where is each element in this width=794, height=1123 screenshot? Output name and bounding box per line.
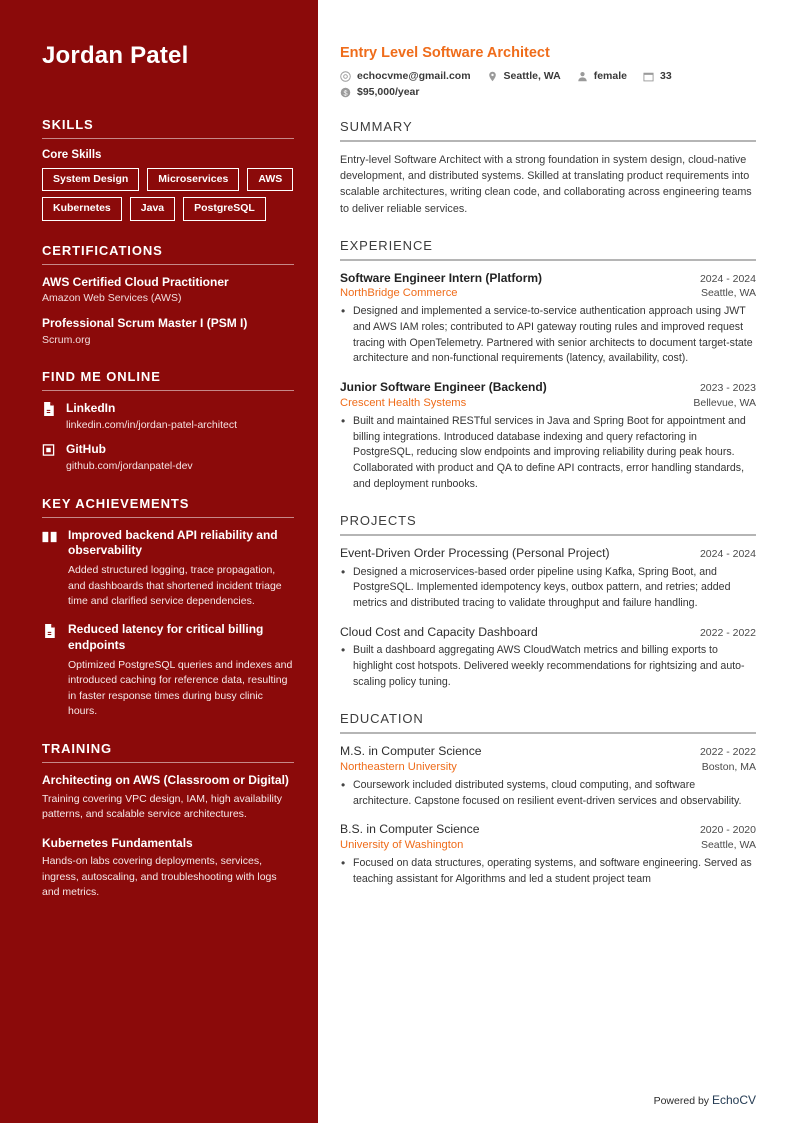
person-icon [577,71,588,82]
experience-title: Junior Software Engineer (Backend) [340,380,547,395]
bullet: • Designed and implemented a service-to-service authentication approach using JWT and AWS IAM roles; contributed to API gateway routing rules and improved request tracing with OpenTelemetry. Partnered with senior architects to document target-state architecture and non-functional requirements (latency, availability, cost). [340,304,756,367]
experience-date: 2023 - 2023 [699,382,756,395]
project-bullets [340,565,756,612]
achievement-item [42,528,294,610]
education-school: University of Washington [340,839,464,852]
sidebar [0,0,318,1123]
certification-name: AWS Certified Cloud Practitioner [42,274,229,289]
section-education [340,711,756,887]
section-projects [340,513,756,690]
contact-location [487,70,561,82]
section-summary [340,119,756,217]
education-item [340,822,756,887]
certification-item [42,275,294,306]
skills-heading: SKILLS [42,116,94,132]
divider [42,138,294,139]
certification-name: Professional Scrum Master I (PSM I) [42,316,248,331]
location-pin-icon [487,71,498,82]
training-title: Kubernetes Fundamentals [42,835,193,850]
education-degree: B.S. in Computer Science [340,822,480,837]
education-date: 2020 - 2020 [699,824,756,837]
project-bullets [340,643,756,690]
divider [42,390,294,391]
bullet: • Built a dashboard aggregating AWS CloudWatch metrics and billing exports to highlight cost hotspots. Delivered weekly recommendations for rightsizing and auto-scaling policy tuning. [340,643,756,690]
divider [340,534,756,536]
salary-icon [340,87,351,98]
education-item [340,744,756,809]
contact-email [340,70,471,82]
certifications-heading: CERTIFICATIONS [42,242,163,258]
training-heading: TRAINING [42,741,113,757]
divider [340,259,756,261]
divider [340,732,756,734]
core-skills-subheading: Core Skills [42,148,102,161]
divider [42,264,294,265]
online-profile-linkedin[interactable] [42,401,294,433]
experience-company: NorthBridge Commerce [340,287,458,300]
achievement-description: Optimized PostgreSQL queries and indexes and introduced caching for reference data, resulting in faster response times during busy clinic hours. [68,658,293,717]
online-profile-github[interactable] [42,442,294,474]
training-item [42,836,294,901]
bullet: • Built and maintained RESTful services in Java and Spring Boot for appointment and billing integrations. Introduced database indexing and query refactoring in PostgreSQL, reducing slow endpoints and improving reliability during peak hours. Collaborated with product and QA to define API contracts, error handling standards, and deployment runbooks. [340,414,756,492]
training-description: Training covering VPC design, IAM, high availability patterns, and scalable service architectures. [42,792,283,821]
bullet: • Designed a microservices-based order pipeline using Kafka, Spring Boot, and PostgreSQL. Implemented idempotency keys, outbox pattern, and retries; added metrics and distributed tracing to validate throughput and failure handling. [340,565,756,612]
education-bullets [340,856,756,887]
contact-list [340,70,756,98]
online-profile-url: github.com/jordanpatel-dev [66,459,193,472]
job-title: Entry Level Software Architect [340,45,550,61]
project-title: Event-Driven Order Processing (Personal Project) [340,545,610,560]
find-me-online-heading: FIND ME ONLINE [42,369,161,385]
achievement-description: Added structured logging, trace propagation, and dashboards that shortened incident triage time and clarified service dependencies. [68,564,282,607]
sidebar-section-key-achievements [42,496,294,720]
summary-text: Entry-level Software Architect with a strong foundation in system design, cloud-native development, and distributed systems. Skilled at translating product requirements into scalable architectures, writing clean code, and collaborating across engineering teams to deliver reliable services. [340,153,752,215]
certification-issuer: Scrum.org [42,333,91,346]
online-profile-label: LinkedIn [66,401,116,416]
training-item [42,773,294,822]
candidate-name: Jordan Patel [42,42,189,69]
divider [42,762,294,763]
contact-gender [577,70,627,82]
document-icon [42,402,56,416]
project-date: 2024 - 2024 [699,547,756,560]
training-description: Hands-on labs covering deployments, services, ingress, autoscaling, and troubleshooting with logs and metrics. [42,855,277,899]
education-location: Seattle, WA [700,839,756,852]
online-profile-label: GitHub [66,441,106,456]
education-location: Boston, MA [701,760,756,773]
projects-heading: PROJECTS [340,513,417,529]
powered-by-label: Powered by [653,1095,710,1107]
email-icon [340,71,351,82]
contact-value: female [593,70,627,83]
education-date: 2022 - 2022 [699,745,756,758]
bullet: • Coursework included distributed systems, cloud computing, and software architecture. Capstone focused on resilient event-driven services and observability. [340,778,756,809]
calendar-icon [643,71,654,82]
education-degree: M.S. in Computer Science [340,743,482,758]
education-school: Northeastern University [340,760,457,773]
svg-text:$: $ [343,87,348,97]
certification-item [42,316,294,347]
sidebar-section-find-me-online [42,369,294,473]
achievement-item [42,622,294,719]
skill-tag: Java [130,197,175,221]
footer [654,1093,756,1107]
online-profile-url: linkedin.com/in/jordan-patel-architect [66,419,237,432]
sidebar-section-certifications [42,243,294,347]
project-date: 2022 - 2022 [699,626,756,639]
book-icon [42,530,58,610]
section-experience [340,238,756,492]
skill-tag: System Design [42,168,139,192]
contact-age [643,70,672,82]
summary-heading: SUMMARY [340,119,413,135]
divider [42,517,294,518]
achievement-title: Reduced latency for critical billing endpoints [68,622,264,653]
skill-tag: PostgreSQL [183,197,266,221]
sidebar-section-training [42,741,294,900]
sidebar-section-skills [42,117,294,221]
certification-issuer: Amazon Web Services (AWS) [42,292,182,305]
experience-heading: EXPERIENCE [340,238,433,254]
contact-value: 33 [660,70,672,83]
experience-date: 2024 - 2024 [699,272,756,285]
project-title: Cloud Cost and Capacity Dashboard [340,624,538,639]
experience-item [340,380,756,492]
brand-name: EchoCV [711,1093,756,1107]
experience-item [340,271,756,367]
skill-tag: Kubernetes [42,197,122,221]
education-heading: EDUCATION [340,711,424,727]
document-icon [42,624,58,719]
contact-value: echocvme@gmail.com [357,70,471,83]
main-column [318,0,794,1123]
chip-icon [42,443,56,457]
contact-value: Seattle, WA [503,70,561,83]
experience-company: Crescent Health Systems [340,396,467,409]
project-item [340,546,756,612]
contact-salary [340,86,419,98]
experience-location: Seattle, WA [700,287,756,300]
divider [340,140,756,142]
skill-tag: Microservices [147,168,239,192]
project-item [340,625,756,691]
training-title: Architecting on AWS (Classroom or Digital) [42,773,289,788]
skill-tag: AWS [247,168,293,192]
experience-title: Software Engineer Intern (Platform) [340,270,543,285]
bullet: • Focused on data structures, operating systems, and software engineering. Served as teaching assistant for Algorithms and led a student project team [340,856,756,887]
key-achievements-heading: KEY ACHIEVEMENTS [42,495,190,511]
experience-location: Bellevue, WA [693,396,756,409]
education-bullets [340,778,756,809]
experience-bullets [340,304,756,367]
contact-value: $95,000/year [357,86,420,99]
skill-tag-list [42,168,294,221]
achievement-title: Improved backend API reliability and observability [68,527,278,558]
experience-bullets [340,414,756,492]
